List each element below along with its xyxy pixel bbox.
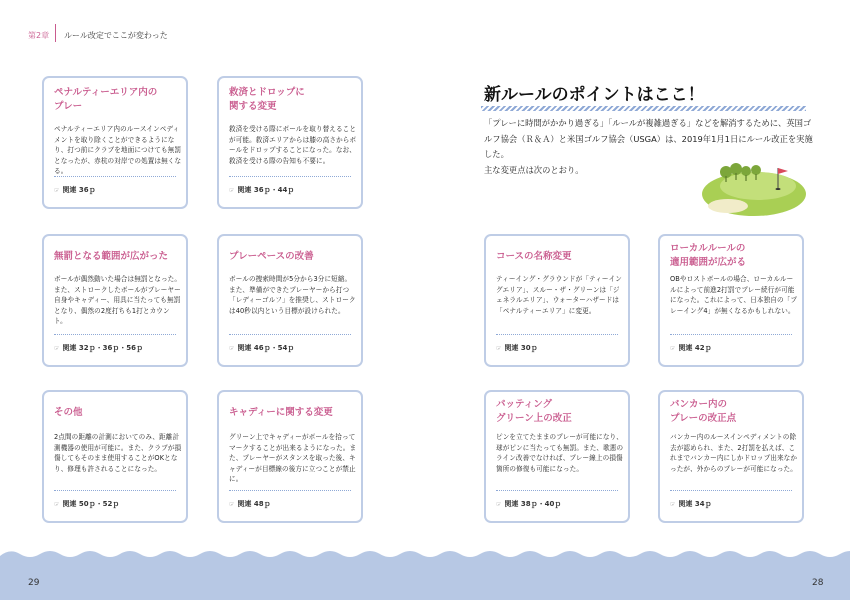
card-no-penalty: [42, 234, 188, 367]
water-wave-footer: [0, 548, 850, 600]
card-body: ティーイング・グラウンドが「ティーイングエリア」、スルー・ザ・グリーンは「ジェネラルエリア」、ウォーターハザードは「ペナルティーエリア」に変更。: [496, 275, 622, 315]
card-reference: [54, 185, 96, 195]
card-title: キャディーに関する変更: [229, 407, 333, 418]
dotted-divider: [54, 490, 176, 491]
dotted-divider: [54, 334, 176, 335]
page-number-right: 28: [812, 578, 824, 588]
pointing-hand-icon: ☞: [229, 186, 235, 194]
card-body: OBやロストボールの場合、ローカルルールによって前進2打罰でプレー続行が可能になった。これによって、日本独自の「プレーイング4」が無くなるかもしれない。: [670, 275, 798, 315]
page-number-left: 29: [28, 578, 40, 588]
card-reference: [229, 499, 271, 509]
card-body: ピンを立てたままのプレーが可能になり、球がピンに当たっても無罰。また、歌悪のライン改善でなければ、プレー線上の損傷箇所の修復も可能になった。: [496, 433, 624, 473]
card-title: その他: [54, 407, 83, 418]
pointing-hand-icon: ☞: [670, 344, 676, 352]
chapter-divider: [55, 24, 56, 42]
card-body: ボールの捜索時間が5分から3分に短縮。また、準備ができたプレーヤーから打つ「レディーゴルフ」を推奨し、ストロークは40秒以内という目標が設けられた。: [229, 275, 356, 315]
card-reference: [670, 499, 712, 509]
reference-pages: 関連 38ｐ・40ｐ: [504, 500, 562, 508]
pointing-hand-icon: ☞: [54, 344, 60, 352]
card-title: コースの名称変更: [496, 251, 572, 262]
card-reference: [54, 343, 143, 353]
card-reference: [54, 499, 119, 509]
card-title: 無罰となる範囲が広がった: [54, 251, 169, 262]
dotted-divider: [670, 334, 792, 335]
reference-pages: 関連 32ｐ・36ｐ・56ｐ: [62, 344, 144, 352]
card-reference: [496, 499, 561, 509]
card-reference: [670, 343, 712, 353]
card-local-rules: [658, 234, 804, 367]
card-penalty-area: [42, 76, 188, 209]
chapter-title: ルール改定でここが変わった: [64, 31, 168, 40]
pointing-hand-icon: ☞: [54, 186, 60, 194]
pointing-hand-icon: ☞: [229, 500, 235, 508]
dotted-divider: [229, 334, 351, 335]
card-body: 2点間の距離の計測においてのみ、距離計測機器の使用が可能に。また、クラブが損傷してもそのまま使用することがOKとなり、修理も許されることになった。: [54, 433, 182, 473]
dotted-divider: [229, 490, 351, 491]
card-title: ローカルルールの 適用範囲が広がる: [670, 243, 747, 268]
reference-pages: 関連 30ｐ: [504, 344, 538, 352]
golf-green-illustration: [698, 154, 808, 226]
reference-pages: 関連 36ｐ・44ｐ: [237, 186, 295, 194]
pointing-hand-icon: ☞: [229, 344, 235, 352]
dotted-divider: [496, 334, 618, 335]
reference-pages: 関連 46ｐ・54ｐ: [237, 344, 295, 352]
card-title: プレーペースの改善: [229, 251, 314, 262]
reference-pages: 関連 42ｐ: [678, 344, 712, 352]
dotted-divider: [229, 176, 351, 177]
card-body: ボールが偶然動いた場合は無罰となった。また、ストロークしたボールがプレーヤー自身やキャディー、用具に当たっても無罰となり、偶然の2度打ちも1打とカウント。: [54, 275, 182, 325]
card-title: バンカー内の プレーの改正点: [670, 399, 737, 424]
chapter-tag: 第2章: [28, 31, 50, 40]
dotted-divider: [496, 490, 618, 491]
card-putting-green: [484, 390, 630, 523]
card-title: ペナルティーエリア内の プレー: [54, 87, 158, 112]
card-reference: [496, 343, 538, 353]
pointing-hand-icon: ☞: [670, 500, 676, 508]
reference-pages: 関連 48ｐ: [237, 500, 271, 508]
pointing-hand-icon: ☞: [496, 500, 502, 508]
pointing-hand-icon: ☞: [54, 500, 60, 508]
dotted-divider: [54, 176, 176, 177]
card-pace-of-play: [217, 234, 363, 367]
card-relief-drop: [217, 76, 363, 209]
card-caddie: [217, 390, 363, 523]
card-other: [42, 390, 188, 523]
pointing-hand-icon: ☞: [496, 344, 502, 352]
reference-pages: 関連 36ｐ: [62, 186, 96, 194]
page-headline: 新ルールのポイントはここ！: [484, 85, 705, 105]
intro-text: 「プレーに時間がかかり過ぎる」「ルールが複雑過ぎる」などを解消するために、英国ゴルフ協会（Ｒ＆Ａ）と米国ゴルフ協会（USGA）は、2019年1月1日にルール改正を実施した。 主な変更点は次のとおり。: [484, 118, 813, 175]
card-title: パッティング グリーン上の改正: [496, 399, 572, 424]
reference-pages: 関連 34ｐ: [678, 500, 712, 508]
reference-pages: 関連 50ｐ・52ｐ: [62, 500, 120, 508]
dotted-divider: [670, 490, 792, 491]
card-reference: [229, 343, 294, 353]
card-body: 救済を受ける際にボールを取り替えることが可能。救済エリアからは膝の高さからボールをドロップすることになった。なお、救済を受ける際の告知も不要に。: [229, 125, 357, 165]
card-body: バンカー内のルースインペディメントの除去が認められ、また、2打罰を払えば、これまでバンカー内にしかドロップ出来なかったが、外からのプレーが可能になった。: [670, 433, 798, 473]
card-body: ペナルティーエリア内のルースインペディメントを取り除くことができるようになり、打つ前にクラブを地面につけても無罰となったが、赤杭の対岸での処置は無くなる。: [54, 125, 182, 175]
card-reference: [229, 185, 294, 195]
card-course-terms: [484, 234, 630, 367]
headline-underline: [481, 106, 806, 111]
card-bunker: [658, 390, 804, 523]
card-title: 救済とドロップに 関する変更: [229, 87, 305, 112]
card-body: グリーン上でキャディーがボールを拾ってマークすることが出来るようになった。また、プレーヤーがスタンスを取った後、キャディーが目標線の後方に立つことが禁止に。: [229, 433, 357, 483]
